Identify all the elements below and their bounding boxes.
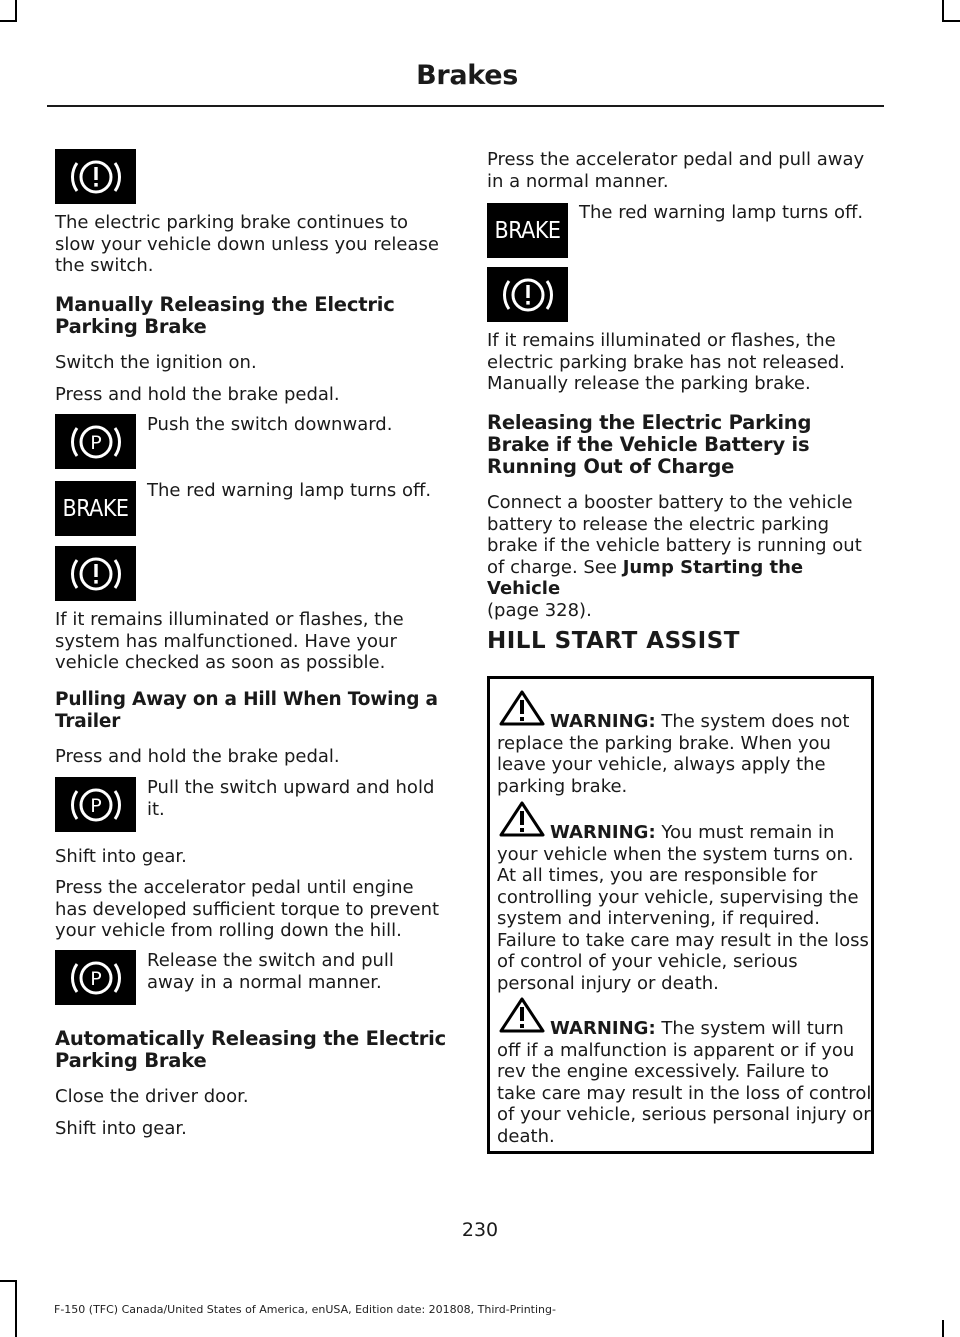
paragraph: Press the accelerator pedal and pull away in a normal manner. xyxy=(487,149,865,192)
warning-body: The system does not replace the parking brake. When you leave your vehicle, always apply the parking brake. xyxy=(497,711,850,797)
paragraph: Release the switch and pull away in a normal manner. xyxy=(147,950,394,993)
warning-text xyxy=(497,711,872,797)
paragraph: Shift into gear. xyxy=(55,1118,187,1139)
cross-reference-link[interactable]: Jump Starting the Vehicle xyxy=(487,556,804,599)
warning-label: WARNING: xyxy=(550,822,656,843)
warning-label: WARNING: xyxy=(550,1018,656,1039)
warning-label: WARNING: xyxy=(550,711,656,732)
warning-text xyxy=(497,1018,872,1147)
svg-text:P: P xyxy=(89,794,102,817)
paragraph: If it remains illuminated or flashes, the system has malfunctioned. Have your vehicle checked as soon as possible. xyxy=(55,609,404,673)
section-heading: Manually Releasing the Electric Parking Brake xyxy=(55,293,395,338)
brake-icon-label: BRAKE xyxy=(494,217,561,244)
paragraph: Press the accelerator pedal until engine has developed sufficient torque to prevent your vehicle from rolling down the hill. xyxy=(55,877,440,941)
svg-text:P: P xyxy=(89,431,102,454)
paragraph: If it remains illuminated or flashes, the electric parking brake has not released. Manually release the parking brake. xyxy=(487,330,845,394)
section-heading: Pulling Away on a Hill When Towing a Trailer xyxy=(55,689,438,732)
paragraph: The red warning lamp turns off. xyxy=(147,480,432,501)
crop-mark xyxy=(0,20,17,22)
parking-brake-icon xyxy=(55,414,136,469)
crop-mark xyxy=(0,1280,17,1282)
paragraph: Switch the ignition on. xyxy=(55,352,257,373)
warning-lamp-icon xyxy=(55,149,136,204)
paragraph: Shift into gear. xyxy=(55,846,187,867)
warning-lamp-icon xyxy=(55,546,136,601)
crop-mark xyxy=(942,20,960,22)
edition-footer: F-150 (TFC) Canada/United States of America, enUSA, Edition date: 201808, Third-Printing- xyxy=(54,1303,556,1316)
warning-body: The system will turn off if a malfunction is apparent or if you rev the engine excessively. Failure to take care may result in the loss of control of your vehicle, serious personal injury or death. xyxy=(497,1018,872,1147)
warning-box xyxy=(487,676,874,1154)
paragraph: The electric parking brake continues to slow your vehicle down unless you release the switch. xyxy=(55,212,439,276)
page-reference: (page 328). xyxy=(487,599,592,621)
parking-brake-icon xyxy=(55,777,136,832)
crop-mark xyxy=(15,0,17,22)
crop-mark xyxy=(942,0,944,22)
paragraph: Press and hold the brake pedal. xyxy=(55,746,340,767)
section-title: HILL START ASSIST xyxy=(487,628,740,654)
section-heading: Releasing the Electric Parking Brake if the Vehicle Battery is Running Out of Charge xyxy=(487,411,812,478)
header-rule xyxy=(47,105,884,107)
paragraph: Pull the switch upward and hold it. xyxy=(147,777,435,820)
page-header-title: Brakes xyxy=(416,60,518,91)
brake-icon-label: BRAKE xyxy=(62,495,129,522)
svg-text:P: P xyxy=(89,967,102,990)
crop-mark xyxy=(942,1320,944,1337)
parking-brake-icon xyxy=(55,950,136,1005)
brake-warning-lamp-icon xyxy=(55,481,136,536)
warning-body: You must remain in your vehicle when the system turns on. At all times, you are responsible for controlling your vehicle, supervising the system and intervening, if required. Failure to take care may result in the loss of control of your vehicle, serious personal injury or death. xyxy=(497,822,869,994)
warning-text xyxy=(497,822,872,994)
warning-lamp-icon xyxy=(487,267,568,322)
paragraph: Push the switch downward. xyxy=(147,414,393,435)
section-heading: Automatically Releasing the Electric Parking Brake xyxy=(55,1027,446,1072)
paragraph: Press and hold the brake pedal. xyxy=(55,384,340,405)
page-number: 230 xyxy=(461,1219,499,1241)
brake-warning-lamp-icon xyxy=(487,203,568,258)
paragraph: The red warning lamp turns off. xyxy=(579,202,864,223)
paragraph: Close the driver door. xyxy=(55,1086,249,1107)
crop-mark xyxy=(15,1280,17,1337)
paragraph xyxy=(487,492,882,621)
paragraph-text: Connect a booster battery to the vehicle battery to release the electric parking brake if the vehicle battery is running out of charge. See xyxy=(487,492,862,578)
